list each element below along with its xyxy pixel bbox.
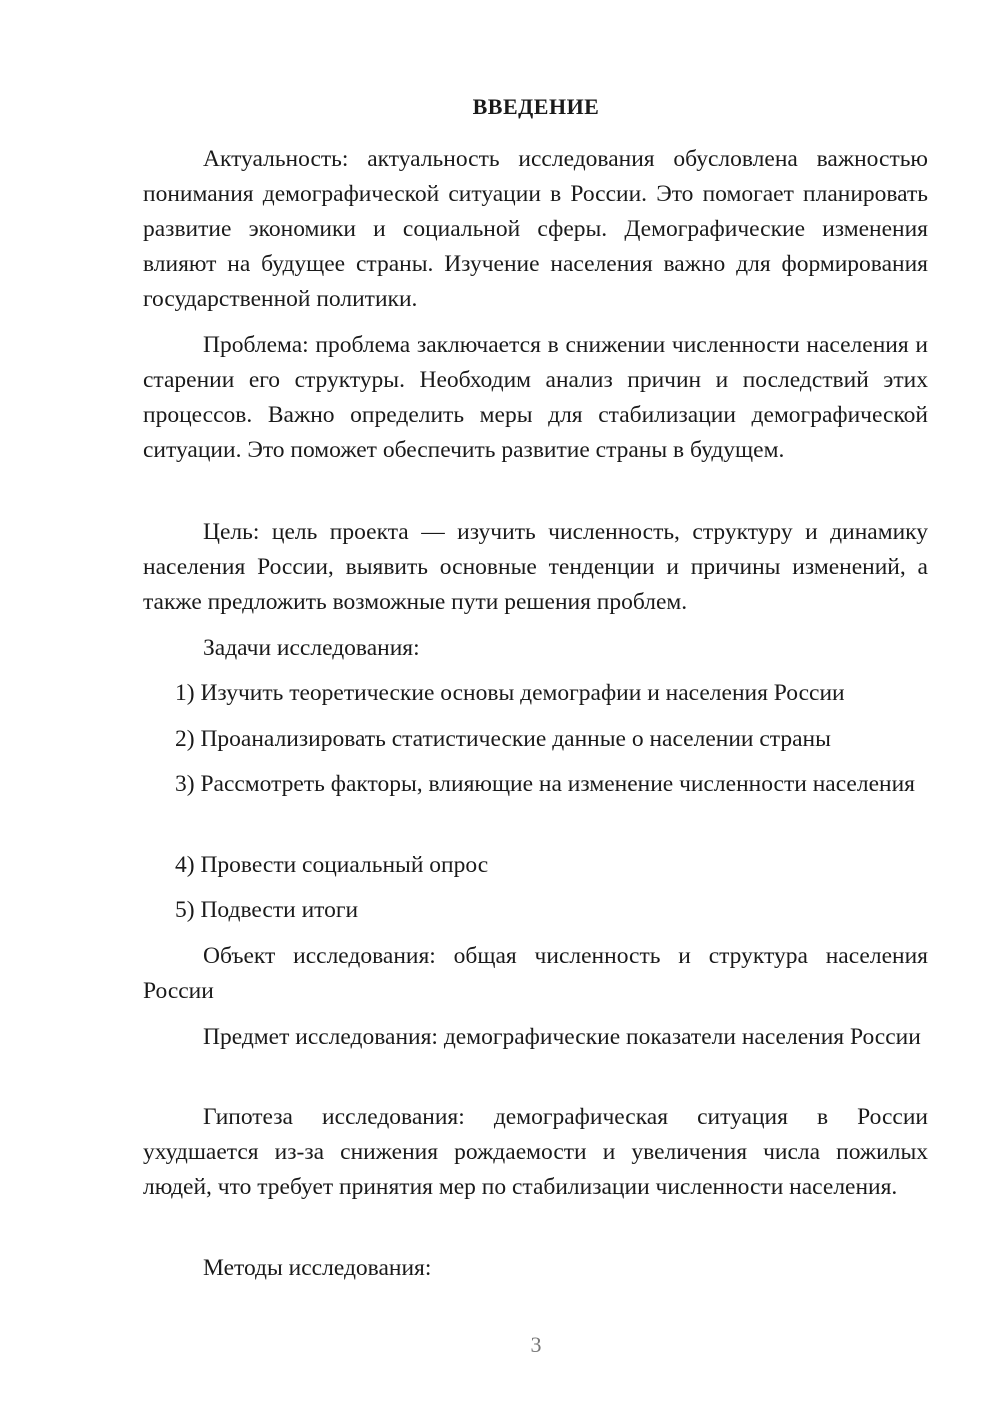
paragraph-problem: Проблема: проблема заключается в снижении численности населения и старении его структуры. Необходим анализ причин и последствий этих процессов. Важно определить меры для стабилизации демографической ситуации. Это поможет обеспечить развитие страны в будущем. — [143, 332, 928, 463]
paragraph-subject: Предмет исследования: демографические показатели населения России — [203, 1024, 921, 1050]
tasks-heading: Задачи исследования: — [203, 635, 420, 661]
paragraph-object: Объект исследования: общая численность и структура населения России — [143, 943, 928, 1004]
task-item-2: 2) Проанализировать статистические данные о населении страны — [175, 726, 831, 752]
paragraph-relevance: Актуальность: актуальность исследования обусловлена важностью понимания демографической ситуации в России. Это помогает планировать развитие экономики и социальной сферы. Демографические изменения влияют на будущее страны. Изучение населения важно для формирования государственной политики. — [143, 146, 928, 312]
methods-heading: Методы исследования: — [203, 1255, 432, 1281]
task-item-5: 5) Подвести итоги — [175, 897, 359, 923]
task-item-3: 3) Рассмотреть факторы, влияющие на изменение численности населения — [175, 771, 915, 797]
paragraph-hypothesis: Гипотеза исследования: демографическая ситуация в России ухудшается из-за снижения рождаемости и увеличения числа пожилых людей, что требует принятия мер по стабилизации численности населения. — [143, 1104, 928, 1200]
task-item-1: 1) Изучить теоретические основы демографии и населения России — [175, 680, 845, 706]
section-title: ВВЕДЕНИЕ — [472, 94, 600, 119]
task-item-4: 4) Провести социальный опрос — [175, 852, 489, 878]
paragraph-goal: Цель: цель проекта — изучить численность, структуру и динамику населения России, выявить основные тенденции и причины изменений, а также предложить возможные пути решения проблем. — [143, 519, 928, 615]
page-number: 3 — [530, 1332, 542, 1357]
